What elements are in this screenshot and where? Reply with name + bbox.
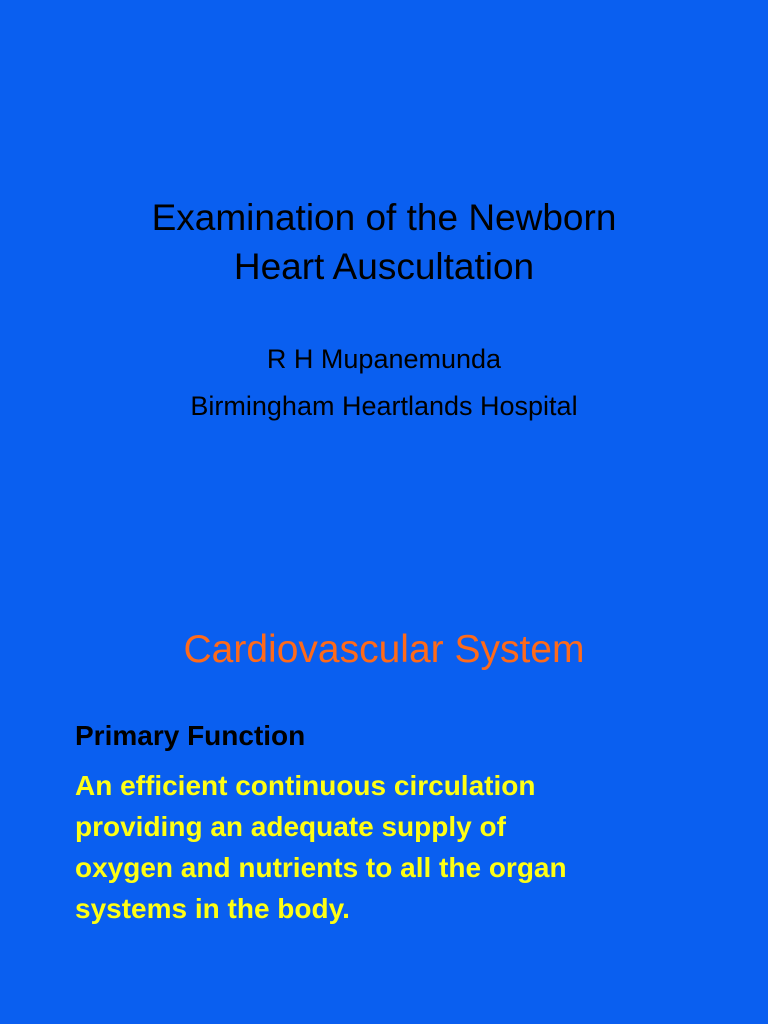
slide-subtitle xyxy=(0,336,768,430)
body-paragraph xyxy=(75,765,715,929)
slide-title-line: Heart Auscultation xyxy=(233,246,535,287)
body-line: providing an adequate supply of xyxy=(75,811,506,842)
author-name: R H Mupanemunda xyxy=(266,344,502,374)
slide-title-line: Examination of the Newborn xyxy=(151,197,617,238)
slide-title xyxy=(0,193,768,291)
section-heading: Primary Function xyxy=(75,720,306,751)
slide-title: Cardiovascular System xyxy=(183,628,585,671)
body-line: oxygen and nutrients to all the organ xyxy=(75,852,567,883)
body-line: An efficient continuous circulation xyxy=(75,770,536,801)
body-line: systems in the body. xyxy=(75,893,350,924)
institution-name: Birmingham Heartlands Hospital xyxy=(190,391,578,421)
content-slide xyxy=(0,512,768,1024)
